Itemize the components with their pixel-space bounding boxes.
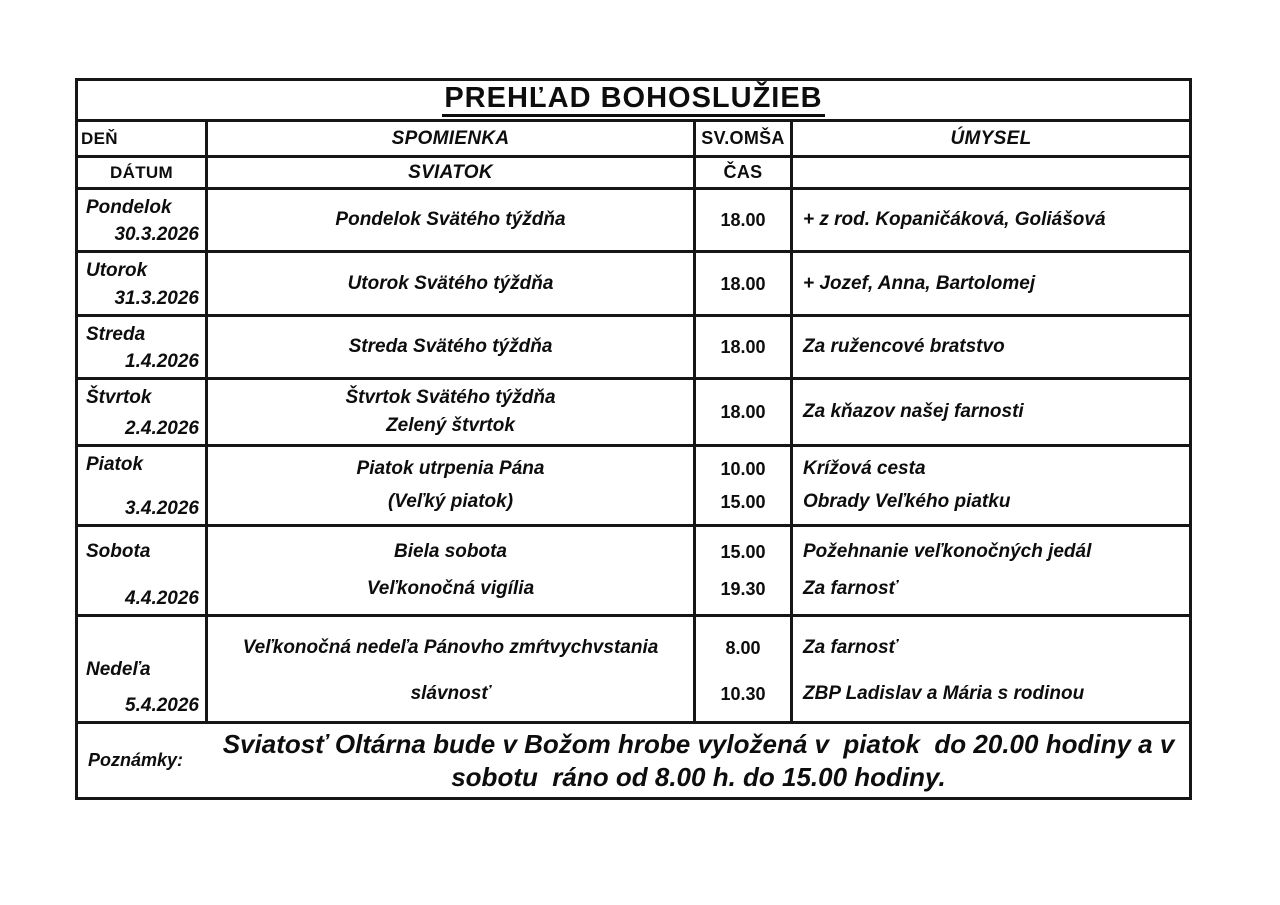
time-cell [693,447,790,524]
time-cell [693,527,790,614]
day-date-cell [78,317,205,377]
date-label: 31.3.2026 [114,288,199,309]
feast-line: Zelený štvrtok [386,415,515,436]
table-row-thursday [78,380,1189,447]
intention-cell [790,447,1189,524]
table-row-sunday [78,617,1189,724]
day-label: Štvrtok [86,387,152,408]
intention-line: ZBP Ladislav a Mária s rodinou [803,683,1085,704]
notes-row [78,724,1189,797]
feast-line: Pondelok Svätého týždňa [335,209,566,230]
feast-cell [205,317,693,377]
intention-line: Za ružencové bratstvo [803,336,1005,357]
intention-cell [790,190,1189,250]
feast-line: (Veľký piatok) [387,491,514,512]
notes-text [208,724,1189,797]
time-cell [693,617,790,721]
notes-text-line: sobotu ráno od 8.00 h. do 15.00 hodiny. [451,761,946,792]
intention-cell [790,527,1189,614]
intention-line: Za farnosť [803,637,898,658]
mass-time: 10.30 [720,684,766,704]
day-label: Sobota [86,541,151,562]
day-date-cell [78,380,205,444]
intention-line: Za kňazov našej farnosti [803,401,1024,422]
intention-line: Obrady Veľkého piatku [803,491,1011,512]
header-datum: DÁTUM [110,162,173,182]
feast-line: Štvrtok Svätého týždňa [345,387,556,408]
header-umysel-empty [790,158,1189,187]
time-cell [693,380,790,444]
header-cas: ČAS [693,158,790,187]
feast-line: Piatok utrpenia Pána [356,458,545,479]
table-row-tuesday [78,253,1189,317]
feast-cell [205,190,693,250]
header-row-1 [78,122,1189,158]
time-cell [693,190,790,250]
table-row-saturday [78,527,1189,617]
date-label: 5.4.2026 [125,695,199,716]
day-date-cell [78,527,205,614]
feast-cell [205,617,693,721]
mass-time: 15.00 [720,492,766,512]
feast-line: Streda Svätého týždňa [348,336,553,357]
table-row-monday [78,190,1189,253]
day-date-cell [78,253,205,314]
date-label: 2.4.2026 [125,418,199,439]
intention-line: + Jozef, Anna, Bartolomej [803,272,1036,294]
table-title-row [78,81,1189,122]
header-den: DEŇ [81,128,118,148]
day-label: Nedeľa [86,659,151,680]
intention-cell [790,617,1189,721]
intention-line: + z rod. Kopaničáková, Goliášová [803,209,1106,230]
page-title: PREHĽAD BOHOSLUŽIEB [442,83,824,117]
feast-cell [205,380,693,444]
header-sviatok: SVIATOK [205,158,693,187]
feast-cell [205,527,693,614]
intention-line: Krížová cesta [803,458,926,479]
feast-cell [205,447,693,524]
date-label: 1.4.2026 [125,351,199,372]
day-date-cell [78,190,205,250]
date-label: 4.4.2026 [125,588,199,609]
table-row-wednesday [78,317,1189,380]
intention-cell [790,317,1189,377]
feast-line: Veľkonočná nedeľa Pánovho zmŕtvychvstania [242,637,659,658]
day-label: Pondelok [86,197,172,218]
notes-text-line: Sviatosť Oltárna bude v Božom hrobe vyložená v piatok do 20.00 hodiny a v [222,728,1175,759]
notes-label: Poznámky: [88,750,184,770]
intention-cell [790,380,1189,444]
mass-time: 10.00 [720,459,766,479]
liturgy-schedule-table [75,78,1192,800]
day-label: Streda [86,324,146,345]
mass-time: 8.00 [725,638,761,658]
mass-time: 18.00 [720,402,766,422]
day-date-cell [78,447,205,524]
header-umysel: ÚMYSEL [790,122,1189,155]
intention-line: Požehnanie veľkonočných jedál [803,541,1092,562]
header-sv-omsa: SV.OMŠA [693,122,790,155]
table-row-friday [78,447,1189,527]
intention-line: Za farnosť [803,578,898,599]
time-cell [693,317,790,377]
feast-line: Veľkonočná vigília [366,578,535,599]
header-spomienka: SPOMIENKA [205,122,693,155]
date-label: 30.3.2026 [114,224,199,245]
mass-time: 18.00 [720,273,766,294]
feast-line: Biela sobota [394,541,507,562]
intention-cell [790,253,1189,314]
date-label: 3.4.2026 [125,498,199,519]
feast-line: Utorok Svätého týždňa [347,272,554,294]
time-cell [693,253,790,314]
feast-cell [205,253,693,314]
mass-time: 18.00 [720,337,766,357]
mass-time: 18.00 [720,210,766,230]
header-row-2 [78,158,1189,190]
day-label: Utorok [86,260,148,281]
day-date-cell [78,617,205,721]
mass-time: 19.30 [720,579,766,599]
mass-time: 15.00 [720,542,766,562]
day-label: Piatok [86,454,144,475]
feast-line: slávnosť [410,683,491,704]
